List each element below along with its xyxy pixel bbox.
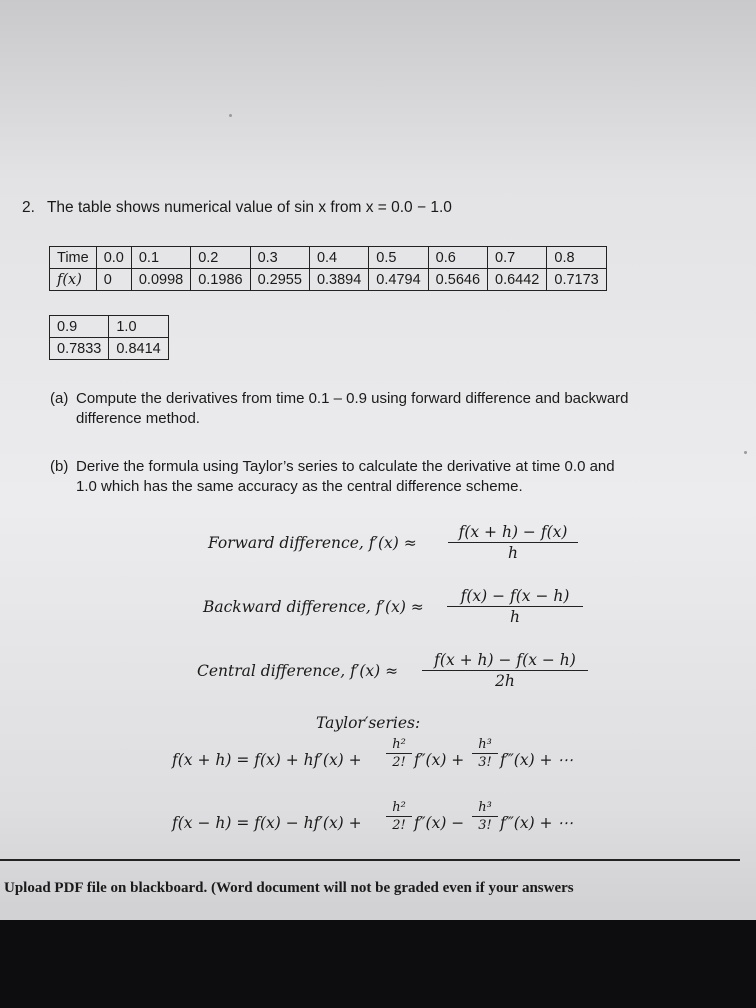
table-cell: 0.5 xyxy=(369,247,428,269)
forward-difference-label: Forward difference, f′(x) ≈ xyxy=(208,534,417,552)
screen-speck xyxy=(744,451,747,454)
part-a xyxy=(50,389,720,429)
sin-values-table-continued xyxy=(49,315,169,360)
table-cell: 0.3894 xyxy=(309,269,368,291)
factorial-3: 3! xyxy=(478,818,492,833)
table-cell: 0.7173 xyxy=(547,269,606,291)
factorial-3: 3! xyxy=(478,755,492,770)
upload-instruction: Upload PDF file on blackboard. (Word document will not be graded even if your answers xyxy=(4,880,574,896)
central-difference-label: Central difference, f′(x) ≈ xyxy=(197,662,399,680)
table-row xyxy=(50,338,169,360)
central-denominator: 2h xyxy=(495,672,515,690)
question-heading xyxy=(22,199,452,217)
part-b xyxy=(50,457,720,497)
factorial-2: 2! xyxy=(392,818,406,833)
table-cell: 0.9 xyxy=(50,316,109,338)
taylor-expansion-plus xyxy=(172,751,362,769)
taylor2-lhs: f(x − h) = f(x) − hf′(x) + xyxy=(172,814,362,832)
part-b-line1: Derive the formula using Taylor’s series to calculate the derivative at time 0.0 and xyxy=(76,458,615,475)
forward-difference-fraction xyxy=(448,523,578,562)
sin-values-table xyxy=(49,246,607,291)
taylor2-mid: f″(x) − xyxy=(414,814,465,832)
table-cell: 0.3 xyxy=(250,247,309,269)
backward-denominator: h xyxy=(510,608,520,626)
taylor-expansion-minus xyxy=(172,814,362,832)
table-cell: 0.1 xyxy=(131,247,190,269)
table-cell: 0.2 xyxy=(191,247,250,269)
question-text: The table shows numerical value of sin x from x = 0.0 − 1.0 xyxy=(46,199,452,216)
part-b-line2: 1.0 which has the same accuracy as the central difference scheme. xyxy=(76,478,523,495)
table-cell: 0.0 xyxy=(96,247,131,269)
table-cell: f(x) xyxy=(50,269,97,291)
h2: h² xyxy=(386,800,412,817)
question-number: 2. xyxy=(22,199,35,216)
table-cell: Time xyxy=(50,247,97,269)
table-cell: 0.6442 xyxy=(488,269,547,291)
table-cell: 0.5646 xyxy=(428,269,487,291)
table-row xyxy=(50,316,169,338)
taylor2-end: f‴(x) + ⋯ xyxy=(500,814,573,832)
table-cell: 0.6 xyxy=(428,247,487,269)
table-cell: 0.0998 xyxy=(131,269,190,291)
h3: h³ xyxy=(472,800,498,817)
screen-speck xyxy=(229,114,232,117)
h2-over-2-factorial xyxy=(386,737,412,770)
h2: h² xyxy=(386,737,412,754)
part-a-letter: (a) xyxy=(50,390,69,407)
h3-over-3-factorial xyxy=(472,737,498,770)
part-a-line2: difference method. xyxy=(76,410,200,427)
table-cell: 0.7833 xyxy=(50,338,109,360)
table-cell: 0.4794 xyxy=(369,269,428,291)
part-a-line1: Compute the derivatives from time 0.1 – 0.9 using forward difference and backward xyxy=(76,390,629,407)
factorial-2: 2! xyxy=(392,755,406,770)
taylor1-mid: f″(x) + xyxy=(414,751,465,769)
table-cell: 0.1986 xyxy=(191,269,250,291)
taylor-series-title: Taylor′series: xyxy=(316,714,421,732)
central-difference-fraction xyxy=(422,651,588,690)
horizontal-rule xyxy=(0,859,740,861)
h2-over-2-factorial xyxy=(386,800,412,833)
table-cell: 0.4 xyxy=(309,247,368,269)
monitor-bezel xyxy=(0,920,756,1008)
backward-numerator: f(x) − f(x − h) xyxy=(447,587,583,607)
taylor1-lhs: f(x + h) = f(x) + hf′(x) + xyxy=(172,751,362,769)
h3-over-3-factorial xyxy=(472,800,498,833)
table-cell: 0.8414 xyxy=(109,338,168,360)
backward-difference-fraction xyxy=(447,587,583,626)
table-cell: 0.7 xyxy=(488,247,547,269)
h3: h³ xyxy=(472,737,498,754)
table-cell: 0.8 xyxy=(547,247,606,269)
central-numerator: f(x + h) − f(x − h) xyxy=(422,651,588,671)
table-cell: 0.2955 xyxy=(250,269,309,291)
table-row-fx xyxy=(50,269,607,291)
part-b-letter: (b) xyxy=(50,458,69,475)
table-cell: 1.0 xyxy=(109,316,168,338)
table-row-time xyxy=(50,247,607,269)
forward-numerator: f(x + h) − f(x) xyxy=(448,523,578,543)
backward-difference-label: Backward difference, f′(x) ≈ xyxy=(203,598,424,616)
forward-denominator: h xyxy=(508,544,518,562)
table-cell: 0 xyxy=(96,269,131,291)
taylor1-end: f‴(x) + ⋯ xyxy=(500,751,573,769)
